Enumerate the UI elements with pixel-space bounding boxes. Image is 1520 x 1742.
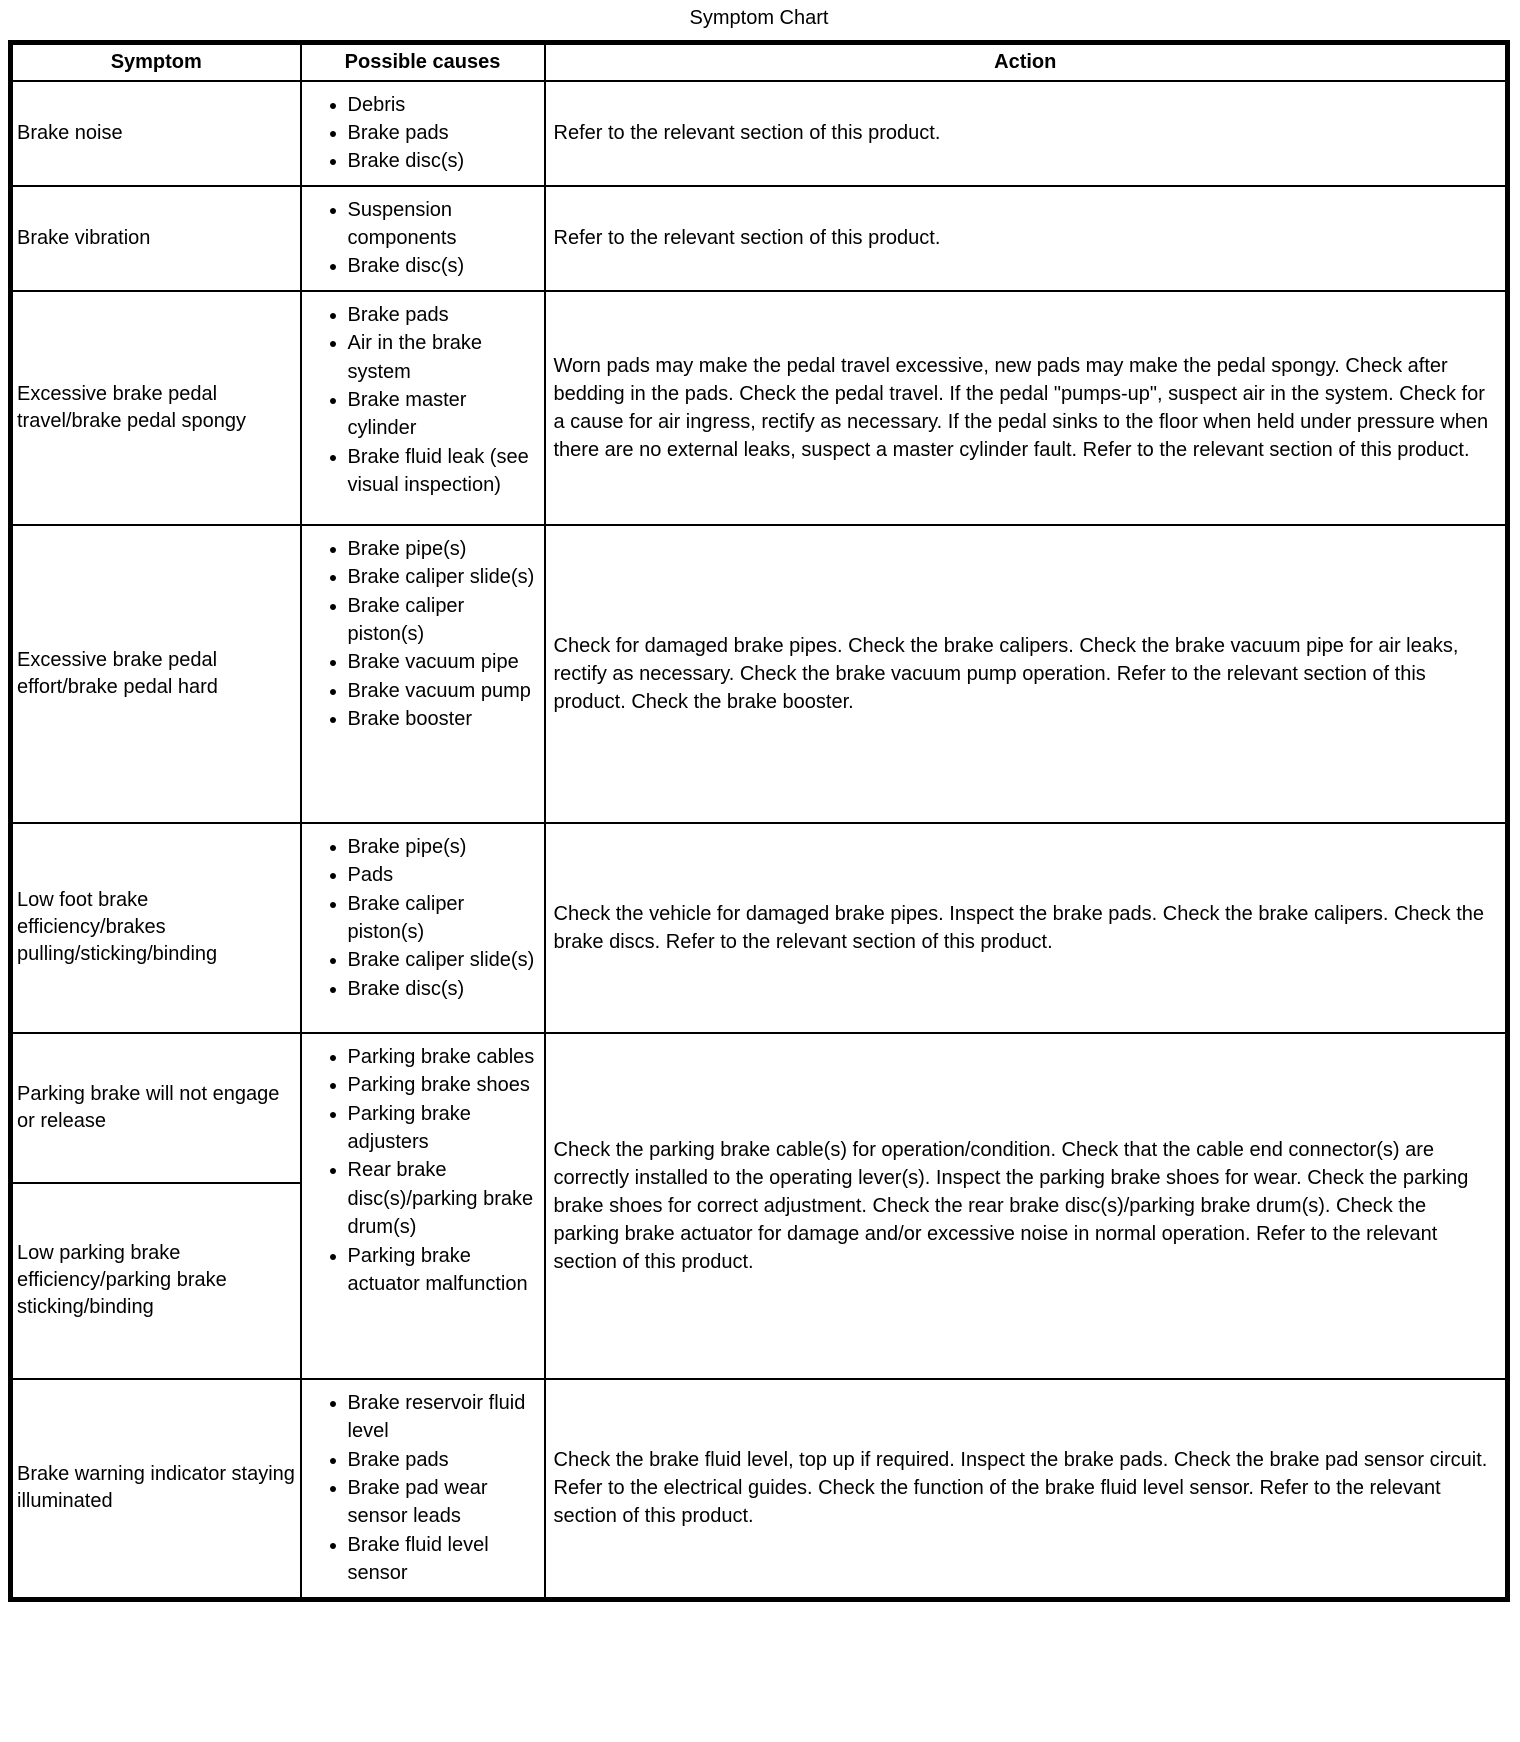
symptom-cell: Low foot brake efficiency/brakes pulling/sticking/binding	[11, 823, 301, 1033]
cause-item: • Air in the brake system	[348, 329, 540, 386]
cause-item: • Brake caliper piston(s)	[348, 592, 540, 649]
cause-item: • Brake vacuum pump	[348, 677, 540, 705]
cause-item: • Brake pipe(s)	[348, 833, 540, 861]
cause-item: • Brake caliper piston(s)	[348, 890, 540, 947]
cause-item: • Brake pipe(s)	[348, 535, 540, 563]
cause-item: • Brake master cylinder	[348, 386, 540, 443]
causes-list	[302, 91, 540, 176]
table-row	[11, 291, 1508, 525]
causes-list	[302, 535, 540, 734]
causes-cell	[301, 823, 545, 1033]
cause-item: • Rear brake disc(s)/parking brake drum(s)	[348, 1156, 540, 1241]
cause-item: • Brake fluid level sensor	[348, 1531, 540, 1588]
action-cell: Refer to the relevant section of this product.	[545, 186, 1508, 291]
cause-item: • Parking brake actuator malfunction	[348, 1242, 540, 1299]
table-row	[11, 525, 1508, 823]
action-cell: Worn pads may make the pedal travel excessive, new pads may make the pedal spongy. Check after bedding in the pads. Check the pedal travel. If the pedal "pumps-up", suspect air in the system. Check for a cause for air ingress, rectify as necessary. If the pedal sinks to the floor when held under pressure when there are no external leaks, suspect a master cylinder fault. Refer to the relevant section of this product.	[545, 291, 1508, 525]
action-cell: Check the brake fluid level, top up if required. Inspect the brake pads. Check the brake pad sensor circuit. Refer to the electrical guides. Check the function of the brake fluid level sensor. Refer to the relevant section of this product.	[545, 1379, 1508, 1599]
cause-item: • Brake pads	[348, 301, 540, 329]
cause-item: • Suspension components	[348, 196, 540, 253]
column-header-action: Action	[545, 43, 1508, 81]
column-header-symptom: Symptom	[11, 43, 301, 81]
symptom-cell: Low parking brake efficiency/parking brake sticking/binding	[11, 1183, 301, 1379]
cause-item: • Parking brake cables	[348, 1043, 540, 1071]
symptom-cell: Brake noise	[11, 81, 301, 186]
cause-item: • Brake caliper slide(s)	[348, 946, 540, 974]
symptom-cell: Brake vibration	[11, 186, 301, 291]
symptom-cell: Parking brake will not engage or release	[11, 1033, 301, 1183]
table-row	[11, 823, 1508, 1033]
symptom-cell: Brake warning indicator staying illuminated	[11, 1379, 301, 1599]
cause-item: • Brake disc(s)	[348, 975, 540, 1003]
table-row	[11, 81, 1508, 186]
cause-item: • Brake booster	[348, 705, 540, 733]
column-header-causes: Possible causes	[301, 43, 545, 81]
cause-item: • Brake vacuum pipe	[348, 648, 540, 676]
cause-item: • Parking brake adjusters	[348, 1100, 540, 1157]
cause-item: • Brake fluid leak (see visual inspection)	[348, 443, 540, 500]
symptom-cell: Excessive brake pedal effort/brake pedal hard	[11, 525, 301, 823]
cause-item: • Brake reservoir fluid level	[348, 1389, 540, 1446]
causes-cell	[301, 291, 545, 525]
cause-item: • Debris	[348, 91, 540, 119]
page-title: Symptom Chart	[689, 7, 829, 29]
causes-cell	[301, 81, 545, 186]
causes-cell	[301, 525, 545, 823]
symptom-cell: Excessive brake pedal travel/brake pedal spongy	[11, 291, 301, 525]
cause-item: • Brake disc(s)	[348, 252, 540, 280]
cause-item: • Brake pads	[348, 1446, 540, 1474]
causes-list	[302, 301, 540, 500]
cause-item: • Brake caliper slide(s)	[348, 563, 540, 591]
cause-item: • Parking brake shoes	[348, 1071, 540, 1099]
action-cell: Check the vehicle for damaged brake pipes. Inspect the brake pads. Check the brake calipers. Check the brake discs. Refer to the relevant section of this product.	[545, 823, 1508, 1033]
cause-item: • Pads	[348, 861, 540, 889]
causes-cell	[301, 1379, 545, 1599]
causes-list	[302, 1389, 540, 1588]
action-cell: Check for damaged brake pipes. Check the brake calipers. Check the brake vacuum pipe for air leaks, rectify as necessary. Check the brake vacuum pump operation. Refer to the relevant section of this product. Check the brake booster.	[545, 525, 1508, 823]
action-cell: Refer to the relevant section of this product.	[545, 81, 1508, 186]
symptom-chart-table	[8, 40, 1510, 1602]
table-row	[11, 1379, 1508, 1599]
causes-cell	[301, 186, 545, 291]
cause-item: • Brake pads	[348, 119, 540, 147]
action-cell: Check the parking brake cable(s) for operation/condition. Check that the cable end connector(s) are correctly installed to the operating lever(s). Inspect the parking brake shoes for wear. Check the parking brake shoes for correct adjustment. Check the rear brake disc(s)/parking brake drum(s). Check the parking brake actuator for damage and/or excessive noise in normal operation. Refer to the relevant section of this product.	[545, 1033, 1508, 1379]
table-row	[11, 1033, 1508, 1183]
header-row	[11, 43, 1508, 81]
causes-list	[302, 1043, 540, 1299]
cause-item: • Brake pad wear sensor leads	[348, 1474, 540, 1531]
causes-list	[302, 833, 540, 1003]
causes-cell	[301, 1033, 545, 1379]
table-row	[11, 186, 1508, 291]
cause-item: • Brake disc(s)	[348, 147, 540, 175]
causes-list	[302, 196, 540, 281]
